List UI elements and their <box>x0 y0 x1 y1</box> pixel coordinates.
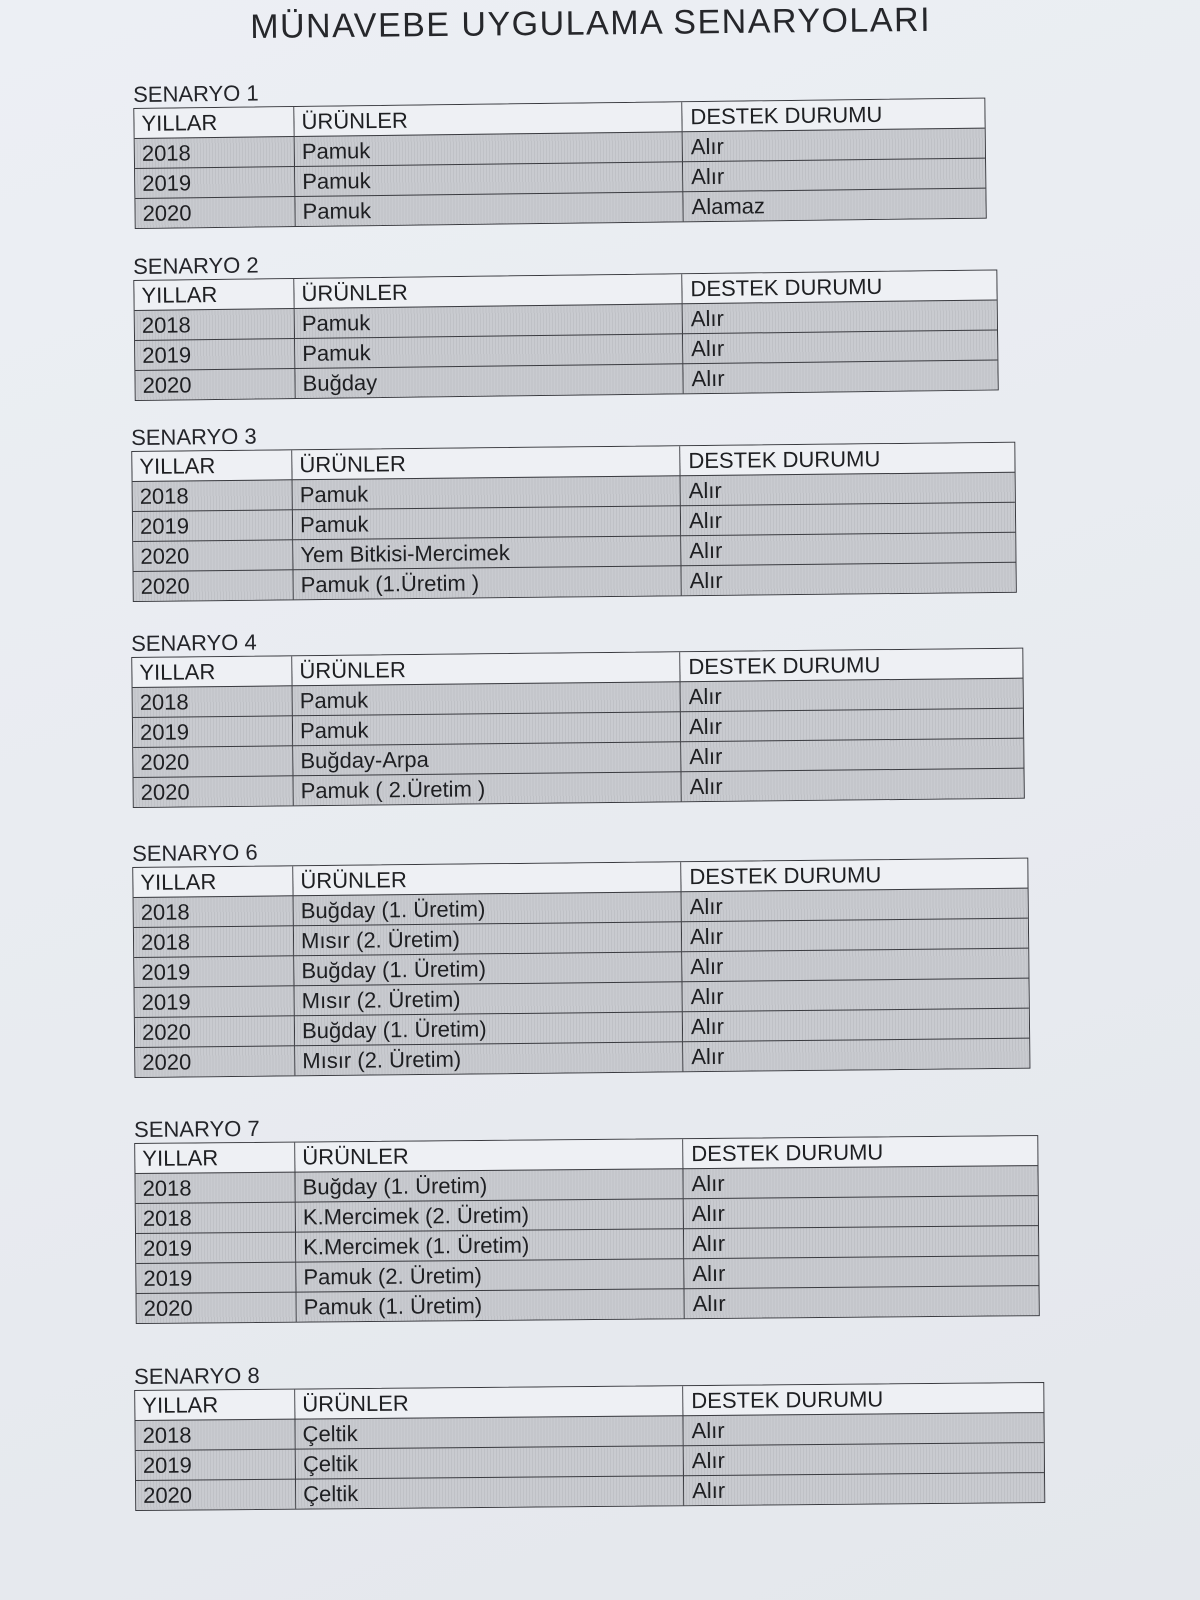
support-cell: Alır <box>683 299 997 333</box>
year-cell: 2018 <box>133 685 293 717</box>
product-cell: Pamuk ( 2.Üretim ) <box>294 771 682 805</box>
year-cell: 2020 <box>133 539 293 571</box>
product-cell: Pamuk <box>295 303 683 338</box>
year-cell: 2019 <box>134 955 294 987</box>
year-cell: 2020 <box>135 1015 295 1047</box>
support-cell: Alamaz <box>683 188 985 222</box>
year-cell: 2020 <box>135 1045 295 1077</box>
header-years: YILLAR <box>135 1143 295 1173</box>
product-cell: Buğday-Arpa <box>293 741 681 775</box>
scenario-block <box>134 1356 1045 1511</box>
header-support: DESTEK DURUMU <box>680 443 1014 475</box>
year-cell: 2019 <box>135 985 295 1017</box>
year-cell: 2020 <box>135 196 295 228</box>
scenario-table <box>134 1382 1045 1511</box>
header-products: ÜRÜNLER <box>295 1386 683 1418</box>
scenario-table <box>131 648 1025 808</box>
product-cell: Pamuk <box>293 475 681 509</box>
product-cell: Pamuk (2. Üretim) <box>296 1258 684 1291</box>
scenario-block <box>134 1109 1040 1324</box>
header-products: ÜRÜNLER <box>294 274 682 308</box>
product-cell: Mısır (2. Üretim) <box>294 921 682 955</box>
header-products: ÜRÜNLER <box>292 652 680 685</box>
scenario-block <box>131 622 1025 808</box>
year-cell: 2019 <box>133 509 293 541</box>
scenario-title: SENARYO 4 <box>131 629 257 656</box>
support-cell: Alır <box>682 918 1028 952</box>
support-cell: Alır <box>684 1472 1044 1505</box>
year-cell: 2019 <box>136 1232 296 1263</box>
product-cell: Buğday (1. Üretim) <box>295 1168 683 1201</box>
support-cell: Alır <box>681 502 1015 535</box>
product-cell: Mısır (2. Üretim) <box>295 1041 683 1075</box>
year-cell: 2018 <box>133 479 293 511</box>
product-cell: Çeltik <box>295 1415 683 1448</box>
year-cell: 2018 <box>135 136 295 168</box>
year-cell: 2018 <box>135 1172 295 1203</box>
header-years: YILLAR <box>134 279 294 310</box>
product-cell: Pamuk (1. Üretim) <box>297 1288 685 1321</box>
year-cell: 2019 <box>135 166 295 198</box>
support-cell: Alır <box>682 948 1028 982</box>
support-cell: Alır <box>681 562 1015 595</box>
product-cell: Pamuk <box>295 333 683 368</box>
year-cell: 2018 <box>134 925 294 957</box>
product-cell: Çeltik <box>296 1445 684 1478</box>
year-cell: 2020 <box>137 1292 297 1323</box>
product-cell: K.Mercimek (2. Üretim) <box>296 1198 684 1231</box>
product-cell: Pamuk <box>293 681 681 715</box>
scenario-table <box>131 442 1017 602</box>
scenario-block <box>133 243 999 401</box>
scenario-table <box>133 98 986 229</box>
scenario-table <box>132 858 1030 1078</box>
header-support: DESTEK DURUMU <box>680 649 1022 682</box>
header-support: DESTEK DURUMU <box>683 1136 1037 1168</box>
support-cell: Alır <box>683 158 985 192</box>
header-years: YILLAR <box>132 450 292 481</box>
header-support: DESTEK DURUMU <box>682 99 984 132</box>
year-cell: 2019 <box>135 338 295 370</box>
support-cell: Alır <box>683 1165 1037 1198</box>
support-cell: Alır <box>681 532 1015 565</box>
support-cell: Alır <box>683 1008 1029 1042</box>
header-products: ÜRÜNLER <box>295 1139 683 1171</box>
year-cell: 2020 <box>133 745 293 777</box>
year-cell: 2020 <box>135 368 295 400</box>
header-years: YILLAR <box>132 656 292 687</box>
page-title: MÜNAVEBE UYGULAMA SENARYOLARI <box>250 0 932 46</box>
product-cell: Çeltik <box>296 1475 684 1508</box>
support-cell: Alır <box>681 678 1023 712</box>
product-cell: Pamuk <box>295 131 683 166</box>
support-cell: Alır <box>684 1225 1038 1258</box>
product-cell: Pamuk (1.Üretim ) <box>294 565 682 599</box>
product-cell: Pamuk <box>295 161 683 196</box>
scenario-title: SENARYO 8 <box>134 1362 260 1389</box>
year-cell: 2020 <box>136 1479 296 1510</box>
year-cell: 2020 <box>134 775 294 807</box>
product-cell: Pamuk <box>295 191 683 226</box>
product-cell: Buğday (1. Üretim) <box>294 891 682 925</box>
support-cell: Alır <box>683 329 997 363</box>
support-cell: Alır <box>684 1195 1038 1228</box>
scenario-title: SENARYO 2 <box>133 252 259 279</box>
product-cell: Buğday (1. Üretim) <box>295 1011 683 1045</box>
year-cell: 2019 <box>136 1262 296 1293</box>
scenario-title: SENARYO 1 <box>133 80 259 107</box>
product-cell: Pamuk <box>293 505 681 539</box>
support-cell: Alır <box>683 1038 1029 1072</box>
scenario-table <box>134 1135 1040 1324</box>
year-cell: 2019 <box>136 1449 296 1480</box>
year-cell: 2020 <box>134 569 294 601</box>
support-cell: Alır <box>683 1412 1043 1445</box>
year-cell: 2019 <box>133 715 293 747</box>
support-cell: Alır <box>681 738 1023 772</box>
support-cell: Alır <box>683 359 997 393</box>
year-cell: 2018 <box>135 308 295 340</box>
product-cell: Yem Bitkisi-Mercimek <box>293 535 681 569</box>
header-years: YILLAR <box>135 1390 295 1420</box>
header-support: DESTEK DURUMU <box>681 859 1027 892</box>
product-cell: Pamuk <box>293 711 681 745</box>
header-support: DESTEK DURUMU <box>683 1383 1043 1415</box>
product-cell: Buğday (1. Üretim) <box>294 951 682 985</box>
product-cell: Buğday <box>295 363 683 398</box>
year-cell: 2018 <box>135 1419 295 1450</box>
product-cell: Mısır (2. Üretim) <box>295 981 683 1015</box>
product-cell: K.Mercimek (1. Üretim) <box>296 1228 684 1261</box>
header-support: DESTEK DURUMU <box>682 270 996 303</box>
support-cell: Alır <box>681 472 1015 505</box>
scenario-block <box>132 832 1030 1078</box>
year-cell: 2018 <box>134 895 294 927</box>
scenario-title: SENARYO 7 <box>134 1115 260 1142</box>
support-cell: Alır <box>685 1285 1039 1318</box>
header-years: YILLAR <box>133 866 293 897</box>
year-cell: 2018 <box>136 1202 296 1233</box>
support-cell: Alır <box>682 888 1028 922</box>
support-cell: Alır <box>682 978 1028 1012</box>
scenario-title: SENARYO 3 <box>131 423 257 450</box>
scenario-block <box>133 72 987 229</box>
support-cell: Alır <box>681 708 1023 742</box>
support-cell: Alır <box>684 1255 1038 1288</box>
header-years: YILLAR <box>134 107 294 138</box>
scenario-table <box>133 269 998 401</box>
scenario-title: SENARYO 6 <box>132 839 258 866</box>
support-cell: Alır <box>684 1442 1044 1475</box>
support-cell: Alır <box>683 128 985 162</box>
scenario-block <box>131 416 1017 602</box>
header-products: ÜRÜNLER <box>294 102 682 136</box>
header-products: ÜRÜNLER <box>293 862 681 895</box>
header-products: ÜRÜNLER <box>292 446 680 479</box>
support-cell: Alır <box>681 768 1023 802</box>
